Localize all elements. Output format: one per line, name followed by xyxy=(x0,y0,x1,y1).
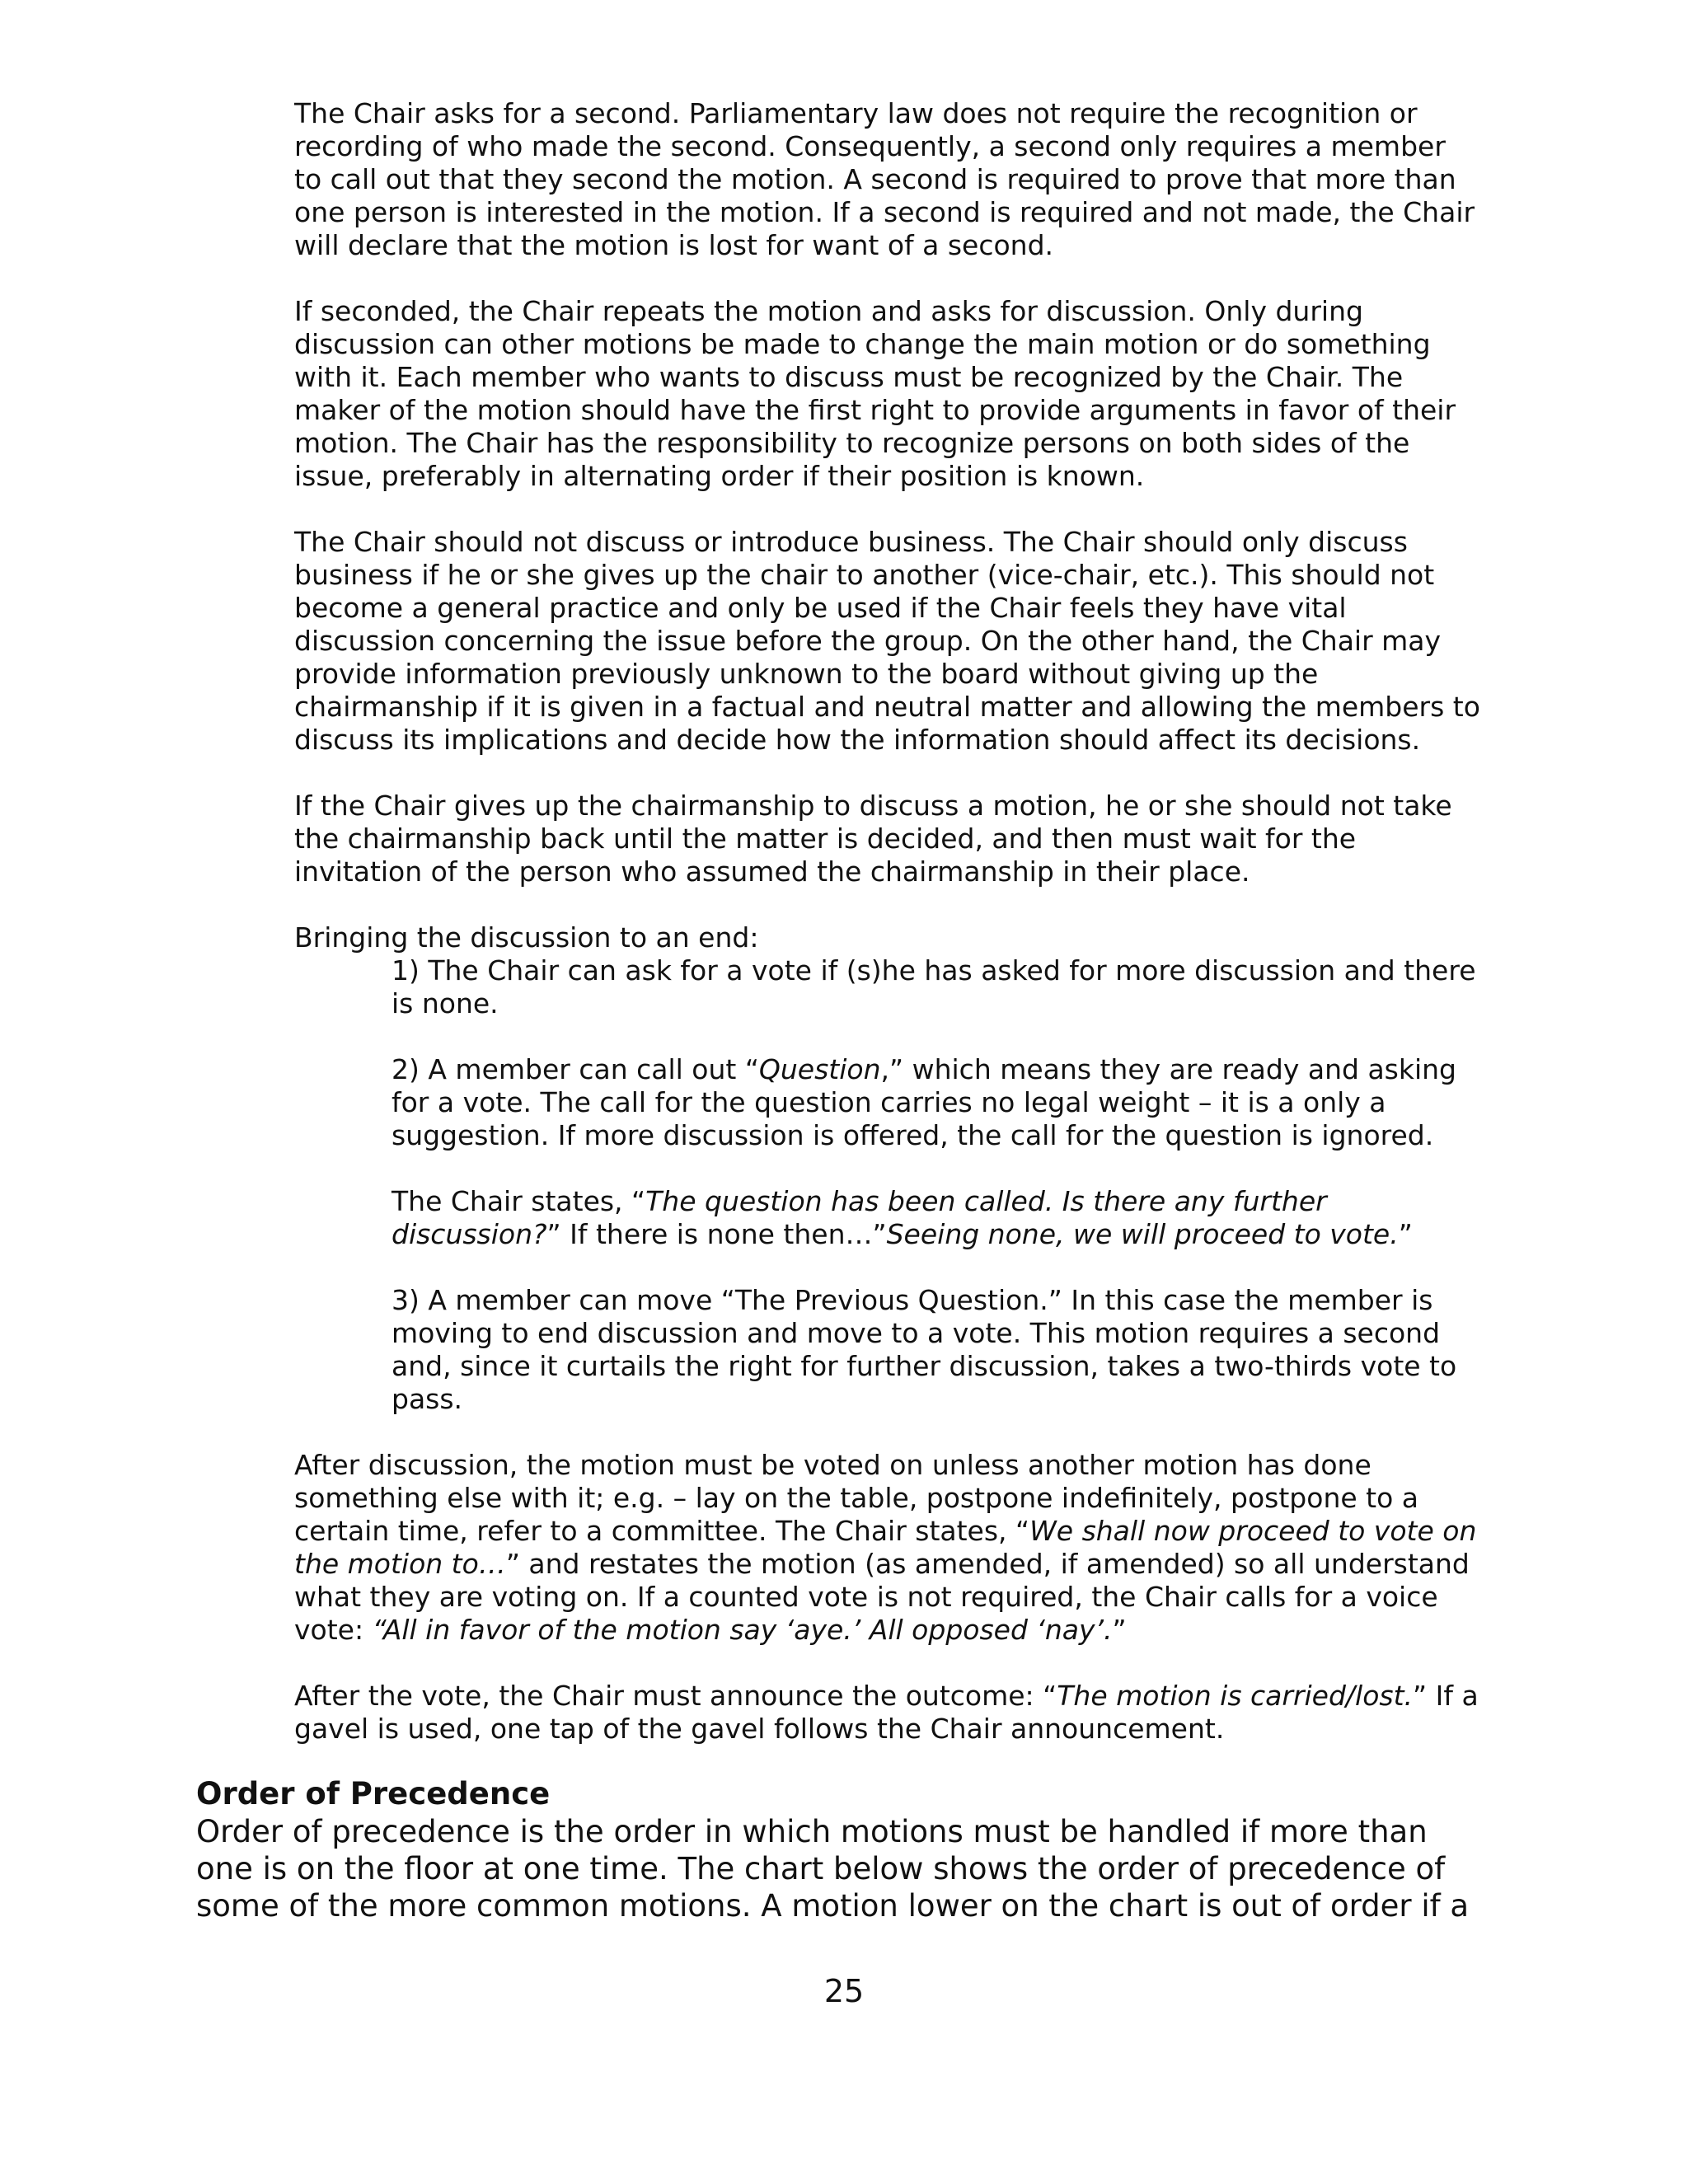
list-item-2: 2) A member can call out “Question,” which means they are ready and asking for a vote. The call for the question carries no legal weight – it is a only a suggestion. If more discussion is offered, the call for the question is ignored. xyxy=(392,1053,1456,1151)
indented-body xyxy=(294,97,1481,1779)
page-number: 25 xyxy=(823,1973,865,2009)
paragraph-ending-intro: Bringing the discussion to an end: xyxy=(294,921,759,954)
chair-statement: The Chair states, “The question has been called. Is there any further discussion?” If there is none then…”Seeing none, we will proceed to vote.” xyxy=(392,1185,1413,1250)
ending-discussion-list xyxy=(392,954,1481,1416)
list-item-1: 1) The Chair can ask for a vote if (s)he has asked for more discussion and there is none. xyxy=(392,954,1476,1019)
section-heading: Order of Precedence xyxy=(196,1776,551,1811)
list-item-3: 3) A member can move “The Previous Question.” In this case the member is moving to end discussion and move to a vote. This motion requires a second and, since it curtails the right for further discussion, takes a two-thirds vote to pass. xyxy=(392,1284,1457,1415)
paragraph-chair-role: The Chair should not discuss or introduce business. The Chair should only discuss business if he or she gives up the chair to another (vice-chair, etc.). This should not become a general practice and only be used if the Chair feels they have vital discussion concerning the issue before the group. On the other hand, the Chair may provide information previously unknown to the board without giving up the chairmanship if it is given in a factual and neutral matter and allowing the members to discuss its implications and decide how the information should affect its decisions. xyxy=(294,526,1480,756)
paragraph-after-discussion: After discussion, the motion must be voted on unless another motion has done something else with it; e.g. – lay on the table, postpone indefinitely, postpone to a certain time, refer to a committee. The Chair states, “We shall now proceed to vote on the motion to…” and restates the motion (as amended, if amended) so all understand what they are voting on. If a counted vote is not required, the Chair calls for a voice vote: “All in favor of the motion say ‘aye.’ All opposed ‘nay’.” xyxy=(294,1449,1477,1646)
paragraph-after-vote: After the vote, the Chair must announce the outcome: “The motion is carried/lost.” If a gavel is used, one tap of the gavel follows the Chair announcement. xyxy=(294,1680,1479,1745)
paragraph-discussion: If seconded, the Chair repeats the motion and asks for discussion. Only during discussion can other motions be made to change the main motion or do something with it. Each member who wants to discuss must be recognized by the Chair. The maker of the motion should have the first right to provide arguments in favor of their motion. The Chair has the responsibility to recognize persons on both sides of the issue, preferably in alternating order if their position is known. xyxy=(294,295,1456,492)
section-body: Order of precedence is the order in which motions must be handled if more than one is on the floor at one time. The chart below shows the order of precedence of some of the more common motions. A motion lower on the chart is out of order if a xyxy=(196,1814,1470,1924)
paragraph-second: The Chair asks for a second. Parliamentary law does not require the recognition or recording of who made the second. Consequently, a second only requires a member to call out that they second the motion. A second is required to prove that more than one person is interested in the motion. If a second is required and not made, the Chair will declare that the motion is lost for want of a second. xyxy=(294,97,1475,261)
order-of-precedence-section xyxy=(196,1775,1482,1924)
paragraph-chairmanship: If the Chair gives up the chairmanship to discuss a motion, he or she should not take the chairmanship back until the matter is decided, and then must wait for the invitation of the person who assumed the chairmanship in their place. xyxy=(294,790,1452,888)
